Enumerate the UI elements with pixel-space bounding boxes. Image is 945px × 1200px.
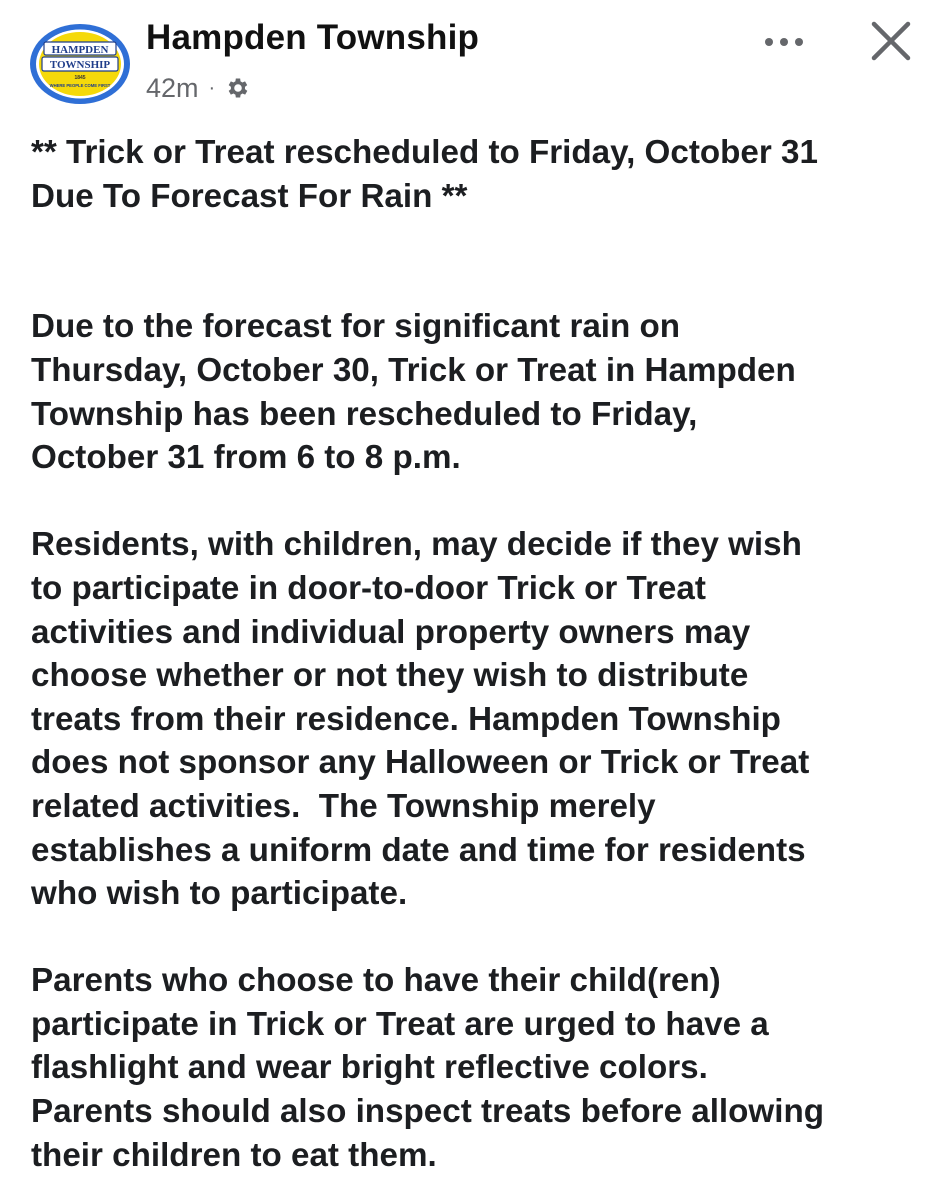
paragraph-line: flashlight and wear bright reflective colors. (31, 1049, 708, 1087)
post-title-line: ** Trick or Treat rescheduled to Friday, October 31 (31, 134, 818, 171)
paragraph-line: Residents, with children, may decide if they wish (31, 526, 802, 564)
paragraph-line: their children to eat them. (31, 1136, 437, 1174)
paragraph-line: Thursday, October 30, Trick or Treat in Hampden (31, 351, 796, 389)
avatar[interactable] (28, 22, 132, 106)
paragraph-line: related activities. The Township merely (31, 787, 656, 825)
paragraph-line: Parents should also inspect treats before allowing (31, 1093, 824, 1131)
meta-separator: · (208, 76, 216, 99)
paragraph-line: activities and individual property owners may (31, 613, 751, 651)
paragraph-line: participate in Trick or Treat are urged to have a (31, 1005, 769, 1043)
paragraph-line: does not sponsor any Halloween or Trick or Treat (31, 744, 810, 782)
post-text (31, 131, 931, 1177)
paragraph-line: establishes a uniform date and time for residents (31, 831, 806, 869)
post-title-line: Due To Forecast For Rain ** (31, 177, 468, 215)
paragraph-line: Due to the forecast for significant rain on (31, 308, 681, 346)
close-icon[interactable] (866, 16, 916, 66)
logo-line2: TOWNSHIP (49, 59, 111, 71)
gear-icon (225, 75, 251, 101)
paragraph-line: choose whether or not they wish to distribute (31, 657, 749, 695)
post-header (0, 0, 945, 115)
logo-line1: HAMPDEN (51, 44, 109, 56)
paragraph-line: treats from their residence. Hampden Township (31, 700, 781, 738)
paragraph-line: Parents who choose to have their child(ren) (31, 962, 721, 1000)
paragraph-line: who wish to participate. (31, 875, 408, 913)
post-time[interactable]: 42m (146, 72, 199, 103)
logo-motto: WHERE PEOPLE COME FIRST (49, 83, 111, 88)
paragraph-line: to participate in door-to-door Trick or Treat (31, 569, 706, 607)
paragraph-line: October 31 from 6 to 8 p.m. (31, 439, 461, 477)
page-name[interactable]: Hampden Township (146, 18, 480, 57)
logo-year: 1845 (74, 75, 86, 81)
post-meta (146, 70, 251, 106)
more-options-icon[interactable] (757, 22, 811, 62)
paragraph-line: Township has been rescheduled to Friday, (31, 395, 698, 433)
